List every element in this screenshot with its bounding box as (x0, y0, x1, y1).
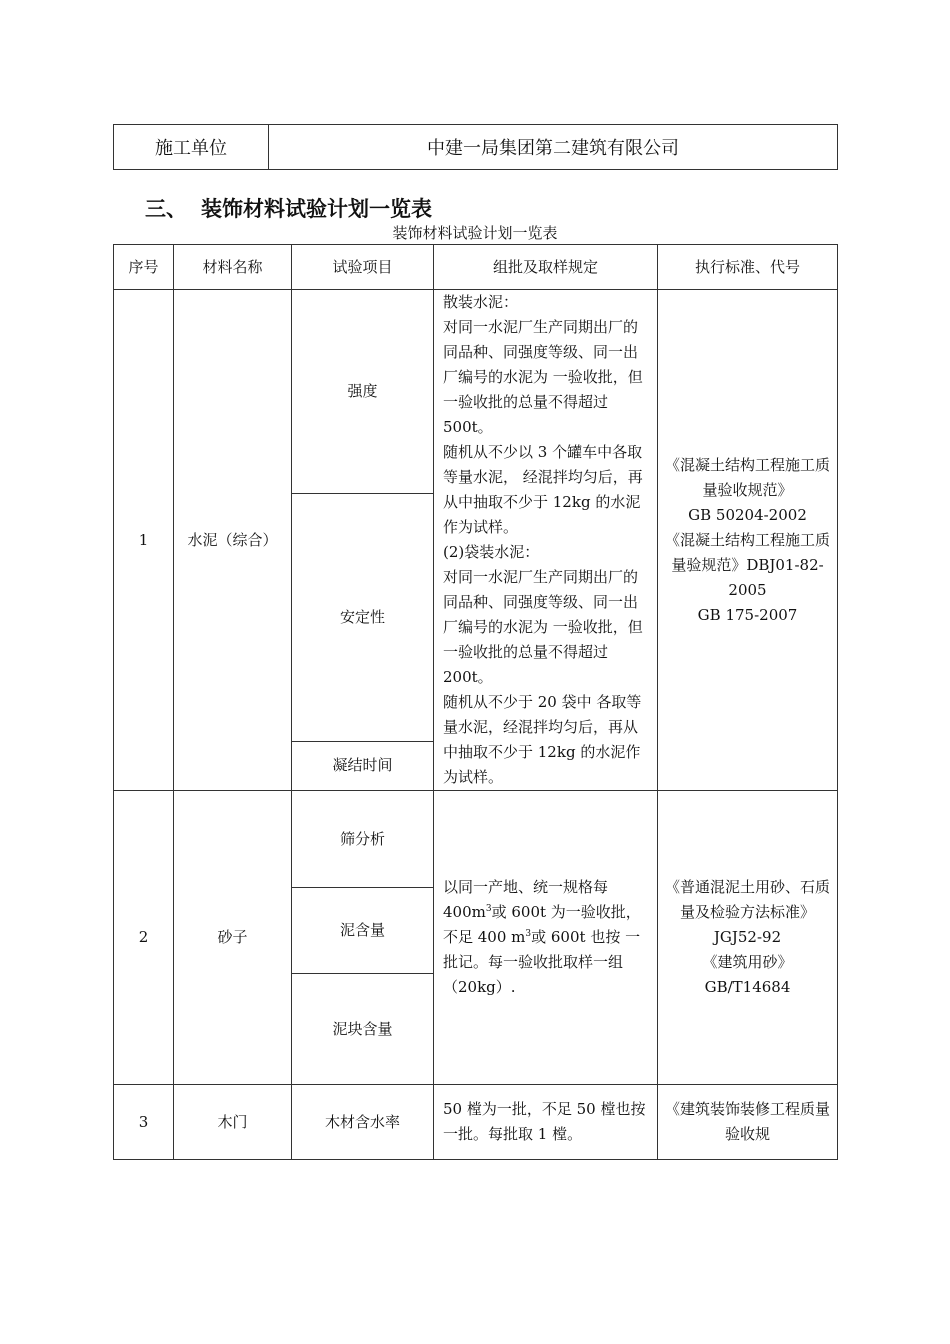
construction-unit-label: 施工单位 (114, 125, 269, 170)
cement-material-name: 水泥（综合） (174, 290, 292, 791)
cement-serial-number: 1 (114, 290, 174, 791)
header-serial-number: 序号 (114, 245, 174, 290)
cement-test-strength: 强度 (292, 290, 434, 494)
door-serial-number: 3 (114, 1085, 174, 1160)
door-material-name: 木门 (174, 1085, 292, 1160)
door-test-moisture-content: 木材含水率 (292, 1085, 434, 1160)
sand-test-clay-lump-content: 泥块含量 (292, 974, 434, 1085)
material-test-plan-table (113, 244, 838, 1160)
header-batch-sampling-rule: 组批及取样规定 (434, 245, 658, 290)
sand-test-sieve-analysis: 筛分析 (292, 791, 434, 888)
cement-standard: 《混凝土结构工程施工质量验收规范》 GB 50204-2002 《混凝土结构工程施工质量验规范》DBJ01-82-2005 GB 175-2007 (658, 290, 838, 791)
header-test-item: 试验项目 (292, 245, 434, 290)
header-standard-code: 执行标准、代号 (658, 245, 838, 290)
section-number: 三、 (145, 196, 187, 221)
sand-standard: 《普通混泥土用砂、石质量及检验方法标准》JGJ52-92 《建筑用砂》GB/T14684 (658, 791, 838, 1085)
construction-unit-value: 中建一局集团第二建筑有限公司 (269, 125, 838, 170)
door-standard: 《建筑装饰装修工程质量验收规 (658, 1085, 838, 1160)
table-header-row (114, 245, 838, 290)
cement-test-setting-time: 凝结时间 (292, 741, 434, 790)
sand-serial-number: 2 (114, 791, 174, 1085)
construction-unit-table (113, 124, 838, 170)
section-heading (145, 193, 432, 223)
cement-test-soundness: 安定性 (292, 493, 434, 741)
sand-test-mud-content: 泥含量 (292, 888, 434, 974)
door-sampling-rule: 50 樘为一批，不足 50 樘也按一批。每批取 1 樘。 (434, 1085, 658, 1160)
cement-sampling-rule: 散装水泥： 对同一水泥厂生产同期出厂的同品种、同强度等级、同一出厂编号的水泥为 一验收批，但一验收批的总量不得超过 500t。 随机从不少以 3 个罐车中各取等量水泥， 经混拌均匀后，再从中抽取不少于 12kg 的水泥作为试样。 (2)袋装水泥： 对同一水泥厂生产同期出厂的同品种、同强度等级、同一出厂编号的水泥为 一验收批，但一验收批的总量不得超过 200t。 随机从不少于 20 袋中 各取等量水泥，经混拌均匀后，再从中抽取不少于 12kg 的水泥作为试样。 (434, 290, 658, 791)
sand-material-name: 砂子 (174, 791, 292, 1085)
table-row (114, 290, 838, 494)
header-material-name: 材料名称 (174, 245, 292, 290)
table-row (114, 1085, 838, 1160)
section-title: 装饰材料试验计划一览表 (201, 196, 432, 221)
table-caption: 装饰材料试验计划一览表 (392, 224, 558, 242)
table-row (114, 791, 838, 888)
construction-unit-row (114, 125, 838, 170)
sand-sampling-rule: 以同一产地、统一规格每 $400m^3$或 600t 为一验收批，不足 400 $m^3$或 600t 也按 一批记。每一验收批取样一组（20kg）. (434, 791, 658, 1085)
